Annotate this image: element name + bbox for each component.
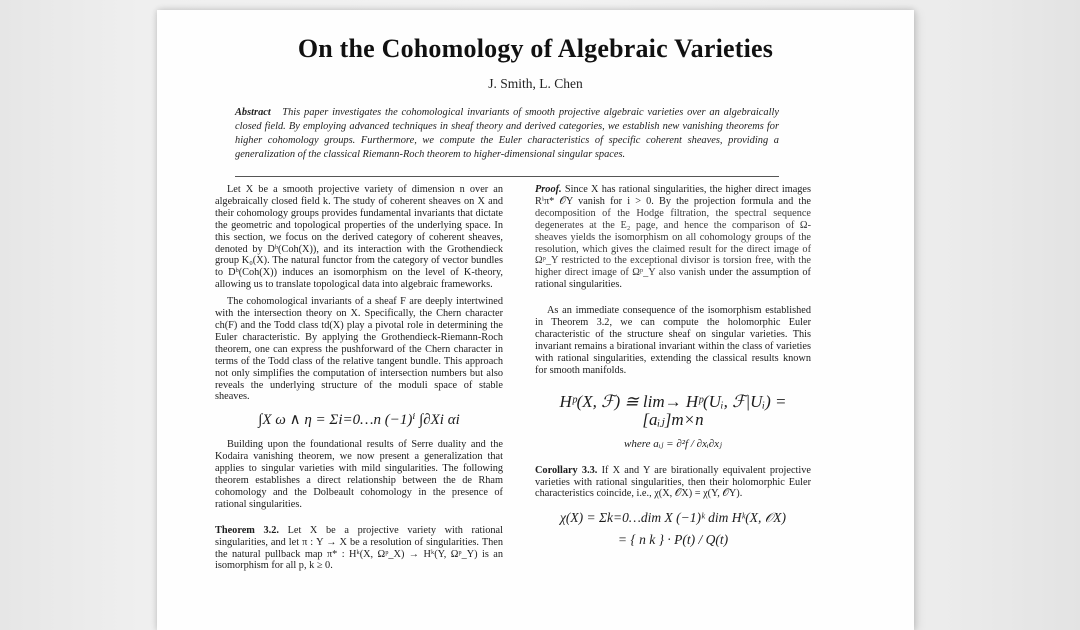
proof-line-7: is torsion free, with the higher direct image of Ωᵖ_Y also vanish	[535, 255, 812, 279]
proof-line-3: decomposition of the Hodge filtration, the spectral sequence degenerates	[535, 207, 811, 231]
theorem-text: Let X be a projective variety with rational singularities, and let π : Y → X be a resolution of singularities. Then the natural pullback map π* : Hᵏ(X, Ωᵖ_X) → Hᵏ(Y, Ωᵖ_Y) is an isomorphism for all p, k ≥ 0.	[215, 524, 503, 572]
left-paragraph-2: The cohomological invariants of a sheaf F are deeply intertwined with the intersection theory on X. Specifically, the Chern character ch(F) and the Todd class td(X) play a pivotal role in determining the Euler characteristic. By applying the Grothendieck-Riemann-Roch theorem, one can express the pushforward of the Chern character in terms of the Todd class of the relative tangent bundle. This approach not only simplifies the computation of intersection numbers but also reveals the underlying structure of the moduli space of stable sheaves.	[215, 296, 503, 403]
abstract-label: Abstract	[235, 107, 271, 118]
theorem-3-2	[215, 525, 503, 573]
proof-line-2: Rⁱπ* 𝒪Y vanish for i > 0. By the projection formula and the	[535, 195, 811, 207]
left-paragraph-3: Building upon the foundational results of Serre duality and the Kodaira vanishing theorem, we now present a generalization that applies to singular varieties with mild singularities. The following theorem establishes a direct relationship between the de Rham cohomology and the Dolbeault cohomology in the presence of rational singularities.	[215, 439, 503, 510]
proof-line-4: at the E₂ page, and hence the comparison of Ω-sheaves yields the isomorphism	[535, 219, 811, 243]
proof	[535, 184, 811, 291]
equation-where: where aᵢⱼ = ∂²f / ∂xᵢ∂xⱼ	[624, 437, 722, 450]
equation-binomial: = { n k } · P(t) / Q(t)	[617, 532, 729, 548]
proof-line-8: under the assumption of rational singularities.	[535, 267, 811, 291]
corollary-label: Corollary 3.3.	[535, 464, 598, 476]
corollary-text: If X and Y are birationally equivalent projective varieties with rational singularities, then their holomorphic Euler characteristics coincide, i.e., χ(X, 𝒪X) = χ(Y, 𝒪Y).	[535, 464, 811, 500]
abstract-text: This paper investigates the cohomological invariants of smooth projective algebraic varieties over an algebraically closed field. By employing advanced techniques in sheaf theory and derived categories, we establish new vanishing theorems for higher cohomology groups. Furthermore, we compute the Euler characteristics of specific coherent sheaves, providing a generalization of the classical Riemann-Roch theorem to higher-dimensional singular spaces.	[235, 107, 779, 160]
theorem-label: Theorem 3.2.	[215, 524, 279, 536]
paper-title: On the Cohomology of Algebraic Varieties	[297, 34, 774, 63]
paper-page	[157, 10, 914, 630]
equation-direct-limit: Hᵖ(X, ℱ) ≅ lim→ Hᵖ(Uᵢ, ℱ|Uᵢ) = [aᵢⱼ]m×n	[559, 391, 787, 429]
proof-line-6: for the direct image of Ωᵖ_Y restricted to the exceptional divisor	[535, 243, 812, 267]
paper-authors: J. Smith, L. Chen	[488, 76, 583, 91]
left-column	[215, 184, 503, 572]
proof-line-1: Since X has rational singularities, the higher direct images	[564, 184, 811, 195]
proof-line-5: on all cohomology groups of the resolution, which gives the claimed result	[535, 231, 811, 255]
corollary-3-3	[535, 465, 811, 501]
proof-label: Proof.	[535, 184, 562, 195]
right-paragraph-2: As an immediate consequence of the isomorphism established in Theorem 3.2, we can compute the holomorphic Euler characteristic of the structure sheaf on singular varieties. This invariant remains a birational invariant within the class of varieties with rational singularities, extending the classical results known for smooth manifolds.	[535, 305, 811, 376]
abstract	[235, 106, 779, 162]
equation-euler-characteristic: χ(X) = Σk=0…dim X (−1)ᵏ dim Hᵏ(X, 𝒪X)	[559, 510, 787, 526]
abstract-divider	[235, 176, 779, 177]
right-column	[535, 184, 811, 548]
left-paragraph-1: Let X be a smooth projective variety of dimension n over an algebraically closed field k. The study of coherent sheaves on X and their cohomology groups provides fundamental invariants that dictate the geometric and topological properties of the underlying space. In this section, we focus on the derived category of coherent sheaves, denoted by Dᵇ(Coh(X)), and its interaction with the Grothendieck group K₀(X). The natural functor from the category of vector bundles to Dᵇ(Coh(X)) induces an isomorphism on the level of K-theory, allowing us to translate topological data into algebraic frameworks.	[215, 184, 503, 291]
equation-integral: ∫X ω ∧ η = Σi=0…n (−1)ⁱ ∫∂Xi αi	[258, 412, 460, 429]
